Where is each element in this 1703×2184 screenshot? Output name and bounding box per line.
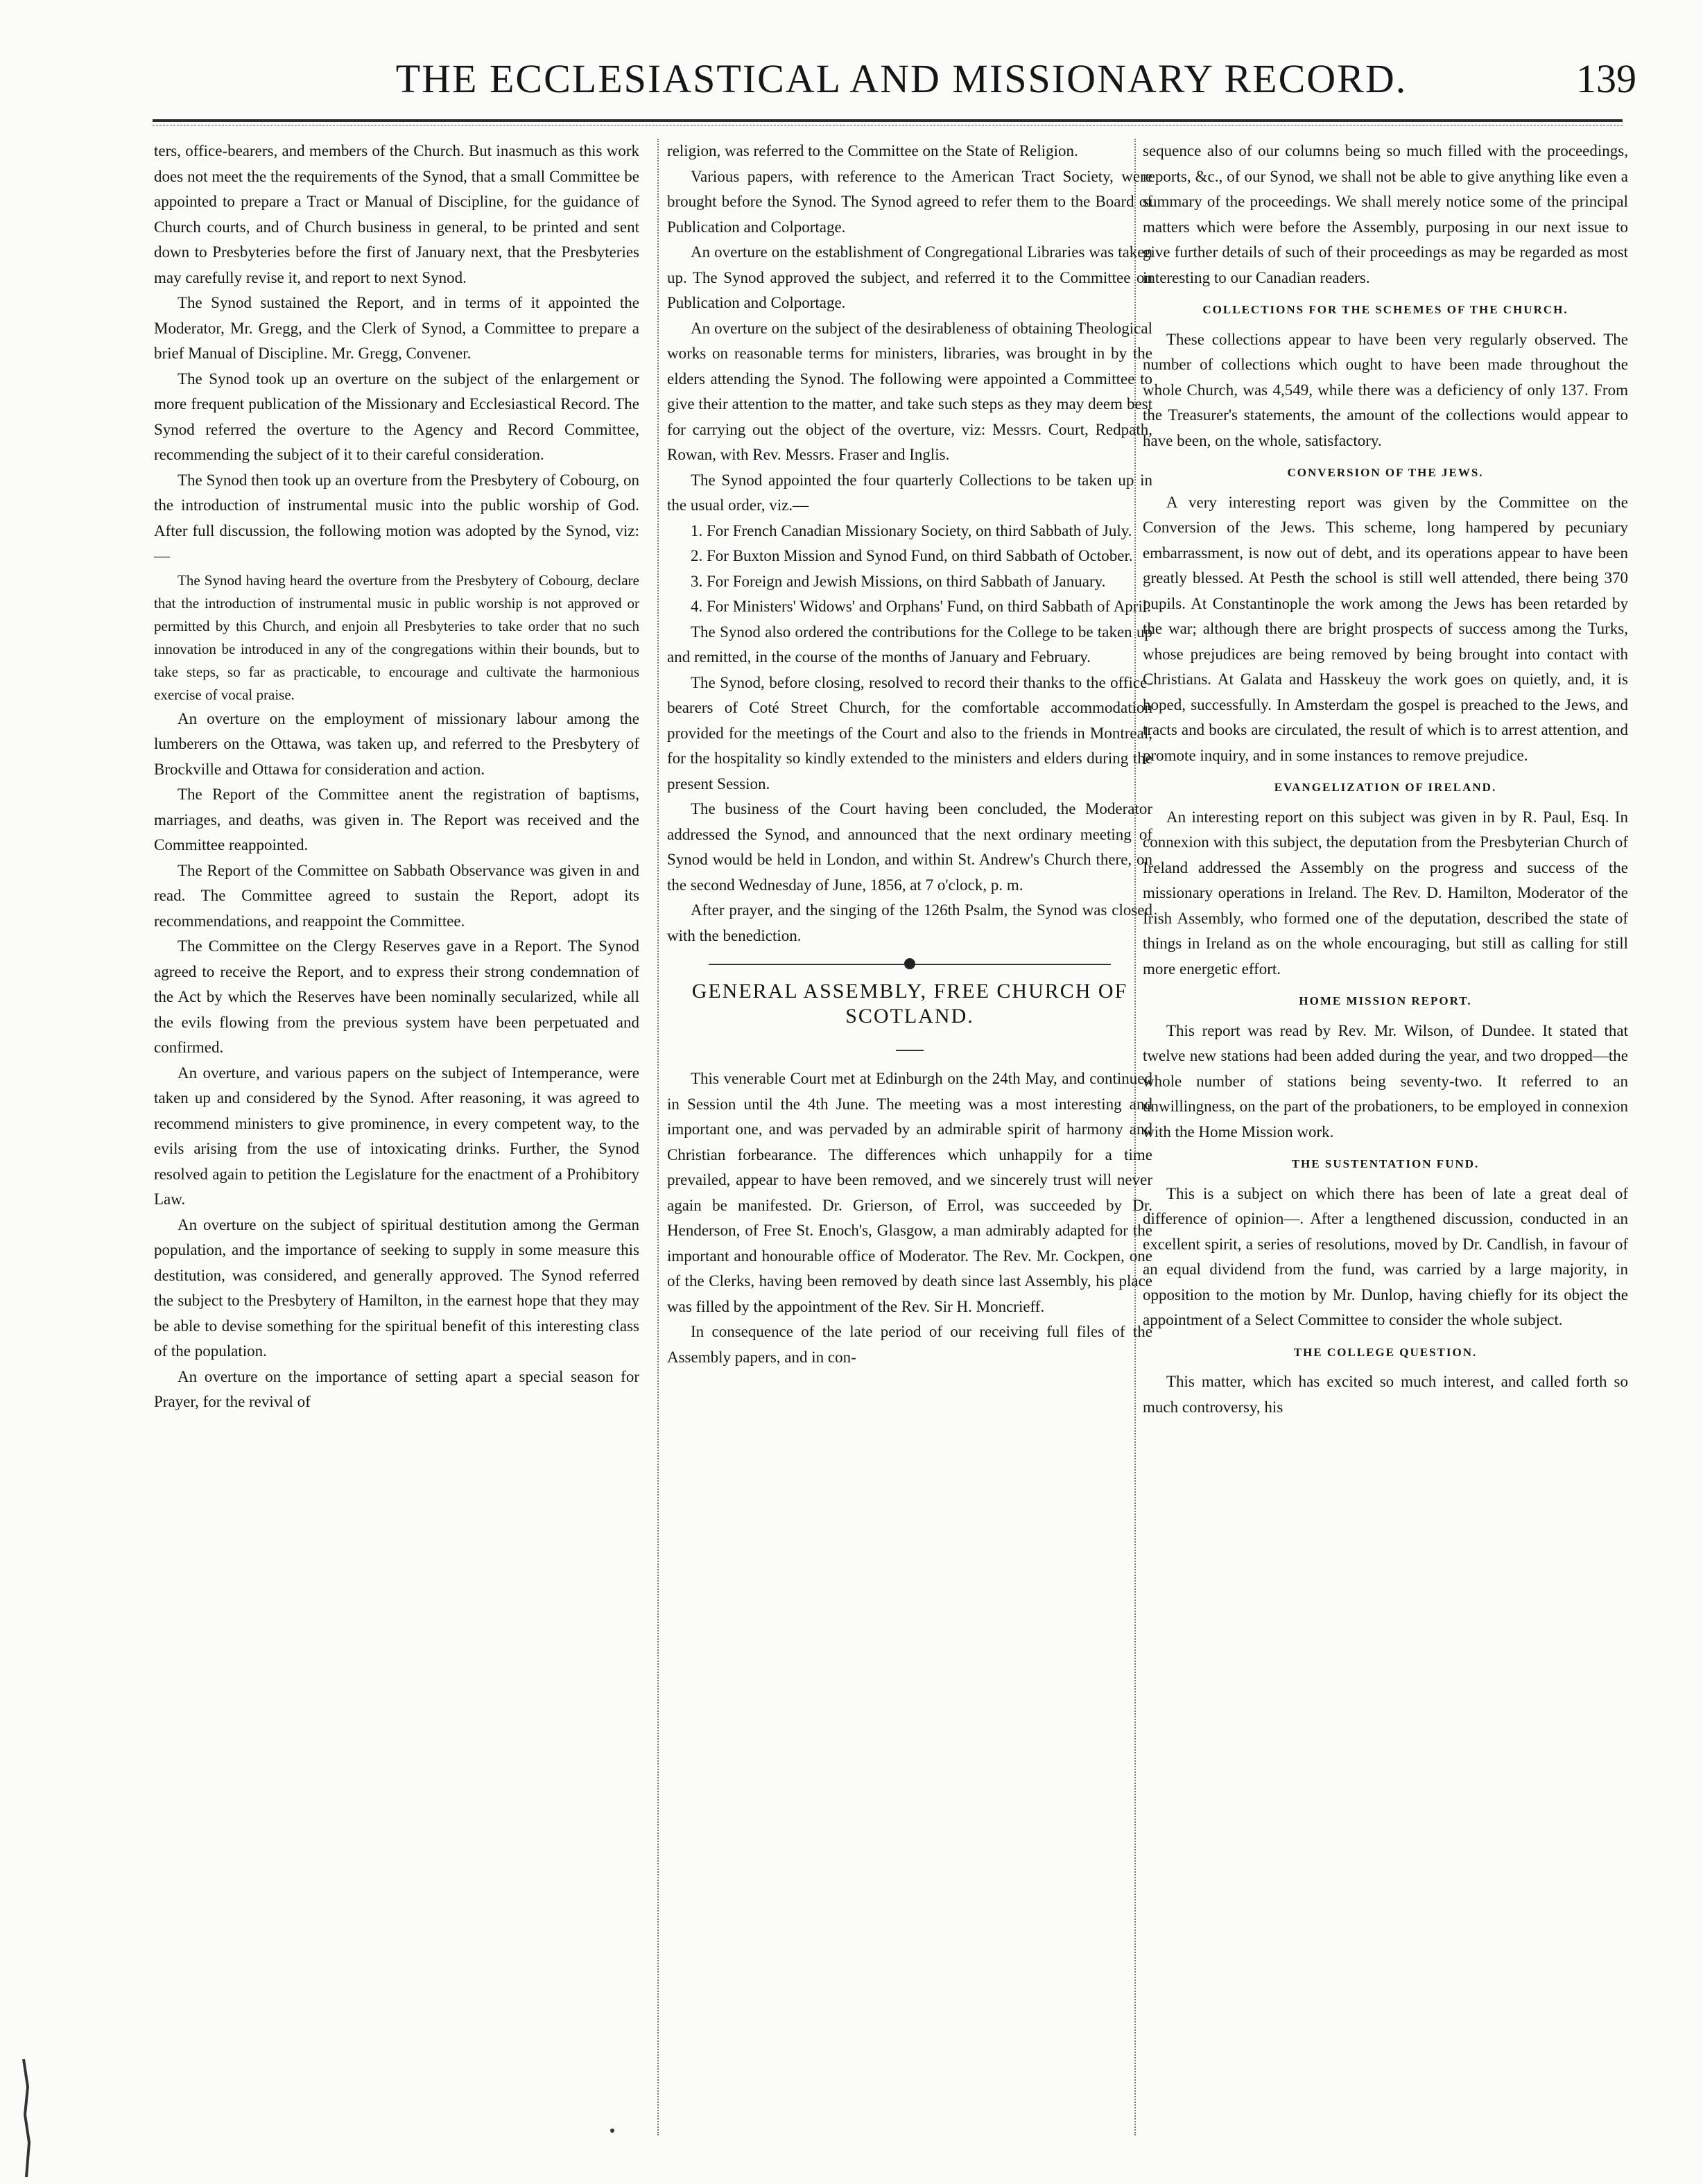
print-speck (610, 2129, 614, 2133)
paragraph: An interesting report on this subject was given in by R. Paul, Esq. In connexion with this subject, the deputation from the Presbyterian Church of Ireland addressed the Assembly on the progress and success of the missionary operations in Ireland. The Rev. D. Hamilton, Moderator of the Irish Assembly, who formed one of the deputation, described the state of things in Ireland as on the whole encouraging, but still as calling for still more energetic effort. (1143, 808, 1628, 978)
paragraph: A very interesting report was given by the Committee on the Conversion of the Jews. This scheme, long hampered by pecuniary embarrassment, is now out of debt, and its operations appear to have been greatly blessed. At Pesth the school is still well attended, there being 370 pupils. At Constantinople the work among the Jews has been retarded by the war; although there are bright prospects of success among the Turks, whose prejudices are being removed by being brought into contact with Christians. At Galata and Hasskeuy the work goes on quietly, and, it is hoped, successfully. In Amsterdam the gospel is preached to the Jews, and tracts and books are circulated, the result of which is to arrest attention, and promote inquiry, and in some instances to remove prejudice. (1143, 493, 1628, 764)
subheading: THE COLLEGE QUESTION. (1293, 1345, 1478, 1359)
column-3 (1143, 139, 1628, 2135)
page-number: 139 (1576, 56, 1636, 101)
subheading: THE SUSTENTATION FUND. (1291, 1157, 1480, 1170)
list-item: 2. For Buxton Mission and Synod Fund, on third Sabbath of October. (691, 547, 1133, 564)
paragraph: ters, office-bearers, and members of the Church. But inasmuch as this work does not meet the the requirements of the Synod, that a small Committee be appointed to prepare a Tract or Manual of Discipline, for the guidance of Church courts, and of Church business in general, to be printed and sent down to Presbyteries before the first of January next, that the Presbyteries may carefully revise it, and report to next Synod. (154, 142, 639, 286)
subheading: COLLECTIONS FOR THE SCHEMES OF THE CHURCH. (1202, 303, 1568, 316)
paragraph: The Synod sustained the Report, and in terms of it appointed the Moderator, Mr. Gregg, and the Clerk of Synod, a Committee to prepare a brief Manual of Discipline. Mr. Gregg, Convener. (154, 294, 639, 362)
section-heading: GENERAL ASSEMBLY, FREE CHURCH OF SCOTLAND. (691, 980, 1128, 1028)
paragraph: The Report of the Committee anent the registration of baptisms, marriages, and deaths, was given in. The Report was received and the Committee reappointed. (154, 786, 639, 853)
divider-ornament (904, 958, 915, 969)
motion-text: The Synod having heard the overture from the Presbytery of Cobourg, declare that the introduction of instrumental music in public worship is not approved or permitted by this Church, and enjoin all Presbyteries to take order that no such innovation be introduced in any of the congregations within their bounds, but to take steps, so far as practicable, to encourage and cultivate the harmonious exercise of vocal praise. (154, 571, 639, 703)
running-title: THE ECCLESIASTICAL AND MISSIONARY RECORD. (395, 56, 1408, 101)
paragraph: This venerable Court met at Edinburgh on the 24th May, and continued in Session until the 4th June. The meeting was a most interesting and important one, and was pervaded by an admirable spirit of harmony and Christian forbearance. The differences which unhappily for a time prevailed, appear to have been removed, and we sincerely trust will never again be manifested. Dr. Grierson, of Errol, was succeeded by Dr. Henderson, of Free St. Enoch's, Glasgow, a man admirably adapted for the important and honourable office of Moderator. The Rev. Mr. Cockpen, one of the Clerks, having been removed by death since last Assembly, his place was filled by the appointment of the Rev. Sir H. Moncrieff. (667, 1070, 1152, 1315)
paragraph: This report was read by Rev. Mr. Wilson, of Dundee. It stated that twelve new stations had been added during the year, and two dropped—the whole number of stations being seventy-two. It referred to an unwillingness, on the part of the probationers, to be employed in connexion with the Home Mission work. (1143, 1021, 1628, 1141)
section-divider (709, 955, 1111, 973)
paragraph: The Committee on the Clergy Reserves gave in a Report. The Synod agreed to receive the Report, and to express their strong condemnation of the Act by which the Reserves have been nominally secularized, while all the evils flowing from the previous system have been perpetuated and confirmed. (154, 937, 639, 1056)
heading-rule (896, 1050, 924, 1051)
paragraph: The Synod also ordered the contributions for the College to be taken up and remitted, in the course of the months of January and February. (667, 623, 1152, 666)
paragraph: The business of the Court having been concluded, the Moderator addressed the Synod, and announced that the next ordinary meeting of Synod would be held in London, and within St. Andrew's Church there, on the second Wednesday of June, 1856, at 7 o'clock, p. m. (667, 800, 1152, 894)
paragraph: An overture on the importance of setting apart a special season for Prayer, for the revival of (154, 1367, 639, 1410)
paragraph: The Synod, before closing, resolved to record their thanks to the office-bearers of Coté Street Church, for the comfortable accommodation provided for the meetings of the Court and also to the friends in Montreal, for the hospitality so kindly extended to the ministers and elders during the present Session. (667, 673, 1152, 792)
subheading: EVANGELIZATION OF IRELAND. (1274, 781, 1497, 794)
paragraph: The Synod appointed the four quarterly Collections to be taken up in the usual order, viz.— (667, 471, 1152, 514)
paragraph: An overture on the establishment of Congregational Libraries was taken up. The Synod approved the subject, and referred it to the Committee on Publication and Colportage. (667, 243, 1152, 311)
paragraph: This is a subject on which there has been of late a great deal of difference of opinion—. After a lengthened discussion, conducted in an excellent spirit, a series of resolutions, moved by Dr. Candlish, in favour of an equal dividend from the fund, was carried by a large majority, in opposition to the motion by Mr. Dunlop, having chiefly for its object the appointment of a Select Committee to consider the whole subject. (1143, 1184, 1628, 1328)
paragraph: The Report of the Committee on Sabbath Observance was given in and read. The Committee agreed to sustain the Report, adopt its recommendations, and reappoint the Committee. (154, 861, 639, 930)
paragraph: An overture on the subject of the desirableness of obtaining Theological works on reasonable terms for ministers, libraries, was brought in by the elders attending the Synod. The following were appointed a Committee to give their attention to the matter, and take such steps as they may deem best for carrying out the object of the overture, viz: Messrs. Court, Redpath, Rowan, with Rev. Messrs. Fraser and Inglis. (667, 319, 1152, 463)
column-divider (657, 139, 659, 2135)
paragraph: These collections appear to have been very regularly observed. The number of collections which ought to have been made throughout the whole Church, was 4,549, while there was a deficiency of only 137. From the Treasurer's statements, the amount of the collections would appear to have been, on the whole, satisfactory. (1143, 330, 1628, 449)
list-item: 4. For Ministers' Widows' and Orphans' Fund, on third Sabbath of April. (691, 598, 1152, 615)
paragraph: An overture, and various papers on the subject of Intemperance, were taken up and considered by the Synod. After reasoning, it was agreed to recommend ministers to give prominence, in every competent way, to the evils arising from the use of intoxicating drinks. Further, the Synod resolved again to petition the Legislature for the enactment of a Prohibitory Law. (154, 1064, 639, 1208)
paragraph: The Synod took up an overture on the subject of the enlargement or more frequent publication of the Missionary and Ecclesiastical Record. The Synod referred the overture to the Agency and Record Committee, recommending the subject of it to their careful consideration. (154, 370, 639, 463)
paragraph: In consequence of the late period of our receiving full files of the Assembly papers, and in con- (667, 1323, 1152, 1366)
paragraph: This matter, which has excited so much interest, and called forth so much controversy, his (1143, 1373, 1628, 1416)
list-item: 3. For Foreign and Jewish Missions, on third Sabbath of January. (691, 572, 1106, 590)
paragraph: sequence also of our columns being so much filled with the proceedings, reports, &c., of our Synod, we shall not be able to give anything like even a summary of the proceedings. We shall merely notice some of the principal matters which were before the Assembly, purposing in our next issue to give further details of such of their proceedings as may be regarded as most interesting to our Canadian readers. (1143, 142, 1628, 286)
subheading: HOME MISSION REPORT. (1299, 994, 1472, 1007)
paragraph: religion, was referred to the Committee on the State of Religion. (667, 142, 1078, 159)
paragraph: An overture on the subject of spiritual destitution among the German population, and the importance of seeking to supply in some measure this destitution, was considered, and generally approved. The Synod referred the subject to the Presbytery of Hamilton, in the earnest hope that they may be able to devise something for the spiritual benefit of this interesting class of the population. (154, 1215, 639, 1360)
paragraph: Various papers, with reference to the American Tract Society, were brought before the Synod. The Synod agreed to refer them to the Board of Publication and Colportage. (667, 167, 1152, 236)
column-1 (154, 139, 639, 2135)
subheading: CONVERSION OF THE JEWS. (1287, 466, 1484, 479)
page-header (0, 55, 1703, 111)
column-2 (667, 139, 1152, 2135)
paragraph: The Synod then took up an overture from the Presbytery of Cobourg, on the introduction of instrumental music into the public worship of God. After full discussion, the following motion was adopted by the Synod, viz:— (154, 471, 639, 564)
list-item: 1. For French Canadian Missionary Society, on third Sabbath of July. (691, 521, 1132, 539)
page-edge-mark (21, 2045, 49, 2184)
paragraph: After prayer, and the singing of the 126th Psalm, the Synod was closed with the benediction. (667, 901, 1152, 944)
paragraph: An overture on the employment of missionary labour among the lumberers on the Ottawa, was taken up, and referred to the Presbytery of Brockville and Ottawa for consideration and action. (154, 709, 639, 778)
header-rule (153, 119, 1623, 122)
